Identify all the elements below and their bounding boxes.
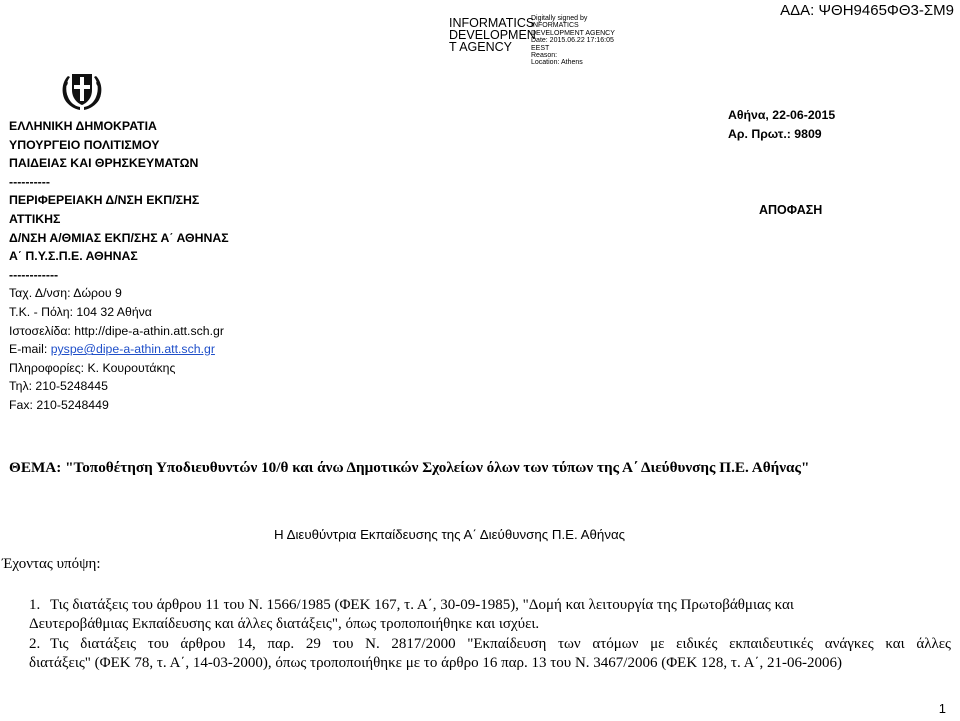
header-line: ------------ bbox=[9, 267, 59, 282]
decision-title: ΑΠΟΦΑΣΗ bbox=[759, 203, 823, 217]
header-line: Τηλ: 210-5248445 bbox=[9, 379, 108, 394]
sender-header bbox=[9, 117, 229, 415]
list-item-text: Τις διατάξεις του άρθρου 14, παρ. 29 του Ν. 2817/2000 "Εκπαίδευση των ατόμων με ειδικές εκπαιδευτικές ανάγκες και άλλες bbox=[50, 636, 951, 652]
ada-code: ΑΔΑ: ΨΘΗ9465ΦΘ3-ΣΜ9 bbox=[780, 2, 954, 19]
signature-detail-line: Digitally signed by bbox=[531, 15, 588, 22]
list-item-text: Τις διατάξεις του άρθρου 11 του Ν. 1566/1985 (ΦΕΚ 167, τ. Α΄, 30-09-1985), "Δομή και λειτουργία της Πρωτοβάθμιας και bbox=[50, 597, 794, 613]
place-date: Αθήνα, 22-06-2015 bbox=[728, 108, 836, 122]
header-line: ---------- bbox=[9, 174, 50, 189]
signature-details bbox=[531, 15, 615, 67]
header-line: ΥΠΟΥΡΓΕΙΟ ΠΟΛΙΤΙΣΜΟΥ bbox=[9, 137, 160, 152]
page-number: 1 bbox=[938, 701, 946, 716]
signature-detail-line: Location: Athens bbox=[531, 59, 583, 67]
header-line: Fax: 210-5248449 bbox=[9, 397, 109, 412]
header-line: Πληροφορίες: Κ. Κουρουτάκης bbox=[9, 360, 176, 375]
signature-organization bbox=[449, 17, 536, 53]
header-line: Ιστοσελίδα: http://dipe-a-athin.att.sch.gr bbox=[9, 323, 224, 338]
header-line: ΑΤΤΙΚΗΣ bbox=[9, 211, 61, 226]
signature-org-line: INFORMATICS bbox=[449, 16, 535, 30]
signature-detail-line: DEVELOPMENT AGENCY bbox=[531, 29, 615, 37]
signature-detail-line: INFORMATICS bbox=[531, 22, 579, 30]
list-item-text: διατάξεις" (ΦΕΚ 78, τ. Α΄, 14-03-2000), όπως τροποποιήθηκε με το άρθρο 16 παρ. 13 του Ν. 3467/2006 (ΦΕΚ 128, τ. Α΄, 21-06-2006) bbox=[29, 654, 842, 671]
signature-org-line: DEVELOPMEN bbox=[449, 28, 536, 42]
date-protocol-block bbox=[728, 106, 835, 144]
list-item-number: 1. bbox=[29, 597, 41, 613]
header-line: ΠΕΡΙΦΕΡΕΙΑΚΗ Δ/ΝΣΗ ΕΚΠ/ΣΗΣ bbox=[9, 193, 200, 208]
director-line: Η Διευθύντρια Εκπαίδευσης της Α΄ Διεύθυνσης Π.Ε. Αθήνας bbox=[274, 527, 626, 542]
considering-label: Έχοντας υπόψη: bbox=[2, 556, 101, 572]
email-label: E-mail: bbox=[9, 342, 51, 357]
protocol-number: Αρ. Πρωτ.: 9809 bbox=[728, 127, 822, 141]
header-line: Α΄ Π.Υ.Σ.Π.Ε. ΑΘΗΝΑΣ bbox=[9, 249, 138, 264]
signature-detail-line: Date: 2015.06.22 17:16:05 bbox=[531, 37, 614, 45]
greek-emblem-icon bbox=[60, 70, 104, 112]
header-line: Δ/ΝΣΗ Α/ΘΜΙΑΣ ΕΚΠ/ΣΗΣ Α΄ ΑΘΗΝΑΣ bbox=[9, 230, 229, 245]
header-line: ΕΛΛΗΝΙΚΗ ΔΗΜΟΚΡΑΤΙΑ bbox=[9, 119, 157, 133]
list-item bbox=[29, 596, 951, 633]
email-link[interactable]: pyspe@dipe-a-athin.att.sch.gr bbox=[50, 342, 215, 357]
list-item-text: Δευτεροβάθμιας Εκπαίδευσης και άλλες διατάξεις", όπως τροποποιήθηκε και ισχύει. bbox=[29, 615, 540, 632]
email-line bbox=[9, 340, 229, 359]
header-line: ΠΑΙΔΕΙΑΣ ΚΑΙ ΘΡΗΣΚΕΥΜΑΤΩΝ bbox=[9, 156, 199, 171]
signature-detail-line: EEST bbox=[531, 44, 550, 52]
signature-detail-line: Reason: bbox=[531, 52, 558, 60]
header-line: Ταχ. Δ/νση: Δώρου 9 bbox=[9, 286, 122, 301]
header-line: Τ.Κ. - Πόλη: 104 32 Αθήνα bbox=[9, 304, 152, 319]
list-item bbox=[29, 635, 951, 672]
signature-org-line: T AGENCY bbox=[449, 40, 512, 54]
list-item-number: 2. bbox=[29, 636, 41, 652]
subject-line: ΘΕΜΑ: "Τοποθέτηση Υποδιευθυντών 10/θ και άνω Δημοτικών Σχολείων όλων των τύπων της Α΄ Διεύθυνσης Π.Ε. Αθήνας" bbox=[9, 459, 810, 476]
